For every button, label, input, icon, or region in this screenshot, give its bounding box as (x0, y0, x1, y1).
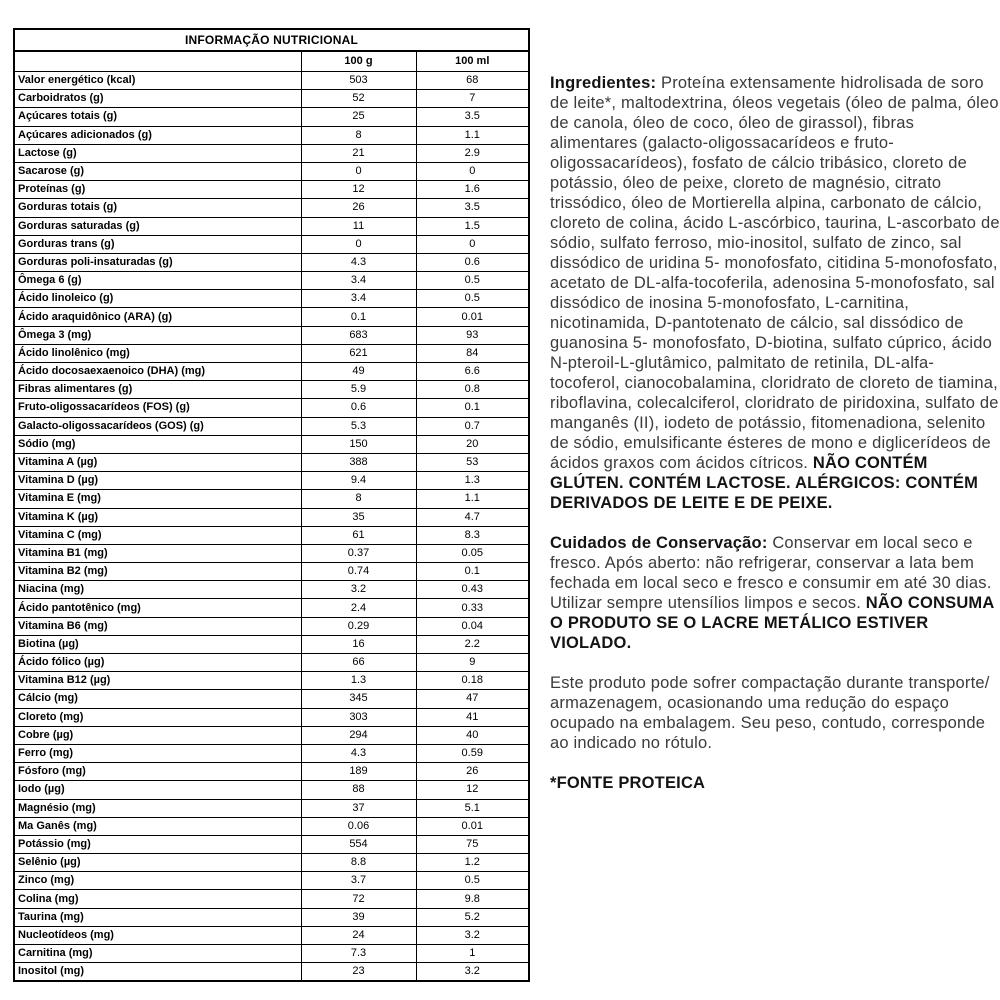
bold-text-segment: Cuidados de Conservação: (550, 534, 773, 552)
value-100g: 345 (301, 690, 416, 708)
bold-text-segment: *FONTE PROTEICA (550, 774, 706, 792)
value-100ml: 20 (416, 435, 529, 453)
value-100g: 388 (301, 453, 416, 471)
value-100ml: 1.1 (416, 126, 529, 144)
nutrition-table-container (13, 28, 528, 982)
table-row (14, 417, 529, 435)
value-100g: 3.7 (301, 872, 416, 890)
table-row (14, 963, 529, 981)
value-100ml: 0.8 (416, 381, 529, 399)
table-row (14, 890, 529, 908)
table-row (14, 181, 529, 199)
value-100ml: 0.01 (416, 817, 529, 835)
nutrient-label: Sacarose (g) (14, 162, 301, 180)
value-100g: 2.4 (301, 599, 416, 617)
table-header-row (14, 51, 529, 72)
value-100ml: 0 (416, 162, 529, 180)
value-100ml: 0.7 (416, 417, 529, 435)
value-100ml: 3.2 (416, 926, 529, 944)
nutrient-label: Fruto-oligossacarídeos (FOS) (g) (14, 399, 301, 417)
value-100g: 683 (301, 326, 416, 344)
table-row (14, 763, 529, 781)
nutrient-label: Cloreto (mg) (14, 708, 301, 726)
table-row (14, 817, 529, 835)
nutrient-label: Potássio (mg) (14, 835, 301, 853)
nutrient-label: Carnitina (mg) (14, 945, 301, 963)
nutrient-label: Sódio (mg) (14, 435, 301, 453)
text-segment: Este produto pode sofrer compactação durante transporte/ armazenagem, ocasionando uma redução do espaço ocupado na embalagem. Seu peso, contudo, corresponde ao indicado no rótulo. (550, 674, 990, 752)
table-row (14, 544, 529, 562)
value-100g: 0.06 (301, 817, 416, 835)
nutrition-table-body (14, 72, 529, 981)
value-100ml: 0.33 (416, 599, 529, 617)
value-100g: 303 (301, 708, 416, 726)
value-100ml: 53 (416, 453, 529, 471)
value-100g: 12 (301, 181, 416, 199)
value-100g: 8 (301, 126, 416, 144)
nutrient-label: Vitamina B12 (µg) (14, 672, 301, 690)
value-100ml: 0.1 (416, 399, 529, 417)
nutrient-label: Vitamina E (mg) (14, 490, 301, 508)
table-row (14, 654, 529, 672)
nutrient-label: Valor energético (kcal) (14, 72, 301, 90)
nutrient-label: Iodo (µg) (14, 781, 301, 799)
value-100g: 1.3 (301, 672, 416, 690)
value-100g: 11 (301, 217, 416, 235)
nutrient-label: Vitamina K (µg) (14, 508, 301, 526)
value-100g: 294 (301, 726, 416, 744)
nutrient-label: Ácido araquidônico (ARA) (g) (14, 308, 301, 326)
value-100ml: 1.3 (416, 472, 529, 490)
table-row (14, 472, 529, 490)
value-100ml: 0.04 (416, 617, 529, 635)
value-100g: 25 (301, 108, 416, 126)
table-row (14, 290, 529, 308)
header-empty-cell (14, 51, 301, 72)
value-100g: 0.29 (301, 617, 416, 635)
value-100ml: 3.2 (416, 963, 529, 981)
paragraph-conservation (550, 533, 1000, 653)
nutrient-label: Taurina (mg) (14, 908, 301, 926)
value-100g: 5.3 (301, 417, 416, 435)
value-100ml: 5.1 (416, 799, 529, 817)
nutrient-label: Fibras alimentares (g) (14, 381, 301, 399)
bold-text-segment: NÃO CONTÉM GLÚTEN. CONTÉM LACTOSE. ALÉRGICOS: CONTÉM DERIVADOS DE LEITE E DE PEIXE. (550, 454, 979, 512)
table-row (14, 272, 529, 290)
table-row (14, 381, 529, 399)
table-title: INFORMAÇÃO NUTRICIONAL (14, 29, 529, 51)
table-row (14, 235, 529, 253)
table-row (14, 563, 529, 581)
table-row (14, 581, 529, 599)
value-100ml: 7 (416, 90, 529, 108)
table-row (14, 781, 529, 799)
value-100g: 16 (301, 635, 416, 653)
value-100g: 21 (301, 144, 416, 162)
value-100g: 26 (301, 199, 416, 217)
value-100ml: 12 (416, 781, 529, 799)
nutrient-label: Cálcio (mg) (14, 690, 301, 708)
value-100ml: 47 (416, 690, 529, 708)
table-row (14, 690, 529, 708)
value-100g: 72 (301, 890, 416, 908)
nutrient-label: Selênio (µg) (14, 854, 301, 872)
value-100g: 3.2 (301, 581, 416, 599)
table-row (14, 126, 529, 144)
table-row (14, 453, 529, 471)
value-100ml: 4.7 (416, 508, 529, 526)
value-100ml: 9.8 (416, 890, 529, 908)
table-row (14, 90, 529, 108)
table-row (14, 490, 529, 508)
value-100g: 49 (301, 363, 416, 381)
nutrient-label: Vitamina C (mg) (14, 526, 301, 544)
value-100g: 4.3 (301, 253, 416, 271)
value-100g: 7.3 (301, 945, 416, 963)
nutrition-table (13, 28, 530, 982)
nutrient-label: Gorduras totais (g) (14, 199, 301, 217)
text-segment: Conservar em local seco e fresco. Após aberto: não refrigerar, conservar a lata bem fechada em local seco e fresco e consumir em até 30 dias. Utilizar sempre utensílios limpos e secos. (550, 534, 992, 612)
nutrient-label: Açúcares adicionados (g) (14, 126, 301, 144)
value-100g: 23 (301, 963, 416, 981)
nutrient-label: Vitamina A (µg) (14, 453, 301, 471)
value-100g: 0 (301, 235, 416, 253)
nutrient-label: Fósforo (mg) (14, 763, 301, 781)
value-100g: 0.74 (301, 563, 416, 581)
table-row (14, 144, 529, 162)
value-100ml: 0.05 (416, 544, 529, 562)
table-row (14, 799, 529, 817)
nutrient-label: Magnésio (mg) (14, 799, 301, 817)
nutrient-label: Zinco (mg) (14, 872, 301, 890)
table-row (14, 526, 529, 544)
nutrient-label: Vitamina B1 (mg) (14, 544, 301, 562)
paragraph-ingredients (550, 73, 1000, 513)
nutrient-label: Ácido linolênico (mg) (14, 344, 301, 362)
nutrient-label: Vitamina D (µg) (14, 472, 301, 490)
nutrient-label: Inositol (mg) (14, 963, 301, 981)
value-100g: 0.37 (301, 544, 416, 562)
nutrient-label: Ferro (mg) (14, 744, 301, 762)
table-row (14, 108, 529, 126)
table-row (14, 672, 529, 690)
table-row (14, 344, 529, 362)
value-100ml: 9 (416, 654, 529, 672)
text-segment: Proteína extensamente hidrolisada de soro de leite*, maltodextrina, óleos vegetais (óleo de palma, óleo de canola, óleo de coco, óleo de girassol), fibras alimentares (galacto-oligossacarídeos e fruto-oligossacarídeos), fosfato de cálcio tribásico, cloreto de potássio, óleo de peixe, cloreto de magnésio, citrato trissódico, óleo de Mortierella alpina, carbonato de cálcio, cloreto de colina, ácido L-ascórbico, taurina, L-ascorbato de sódio, sulfato ferroso, mio-inositol, sulfato de zinco, sal dissódico de uridina 5- monofosfato, citidina 5-monofosfato, acetato de DL-alfa-tocoferila, adenosina 5-monofosfato, sal dissódico de inosina 5-monofosfato, L-carnitina, nicotinamida, D-pantotenato de cálcio, sal dissódico de guanosina 5- monofosfato, D-biotina, sulfato cúprico, ácido N-pteroil-L-glutâmico, palmitato de retinila, DL-alfa-tocoferol, cianocobalamina, cloridrato de cloreto de tiamina, riboflavina, colecalciferol, cloridrato de piridoxina, sulfato de manganês (II), iodeto de potássio, fitomenadiona, selenito de sódio, emulsificante ésteres de mono e diglicerídeos de ácidos graxos com ácidos cítricos. (550, 74, 1000, 472)
value-100g: 66 (301, 654, 416, 672)
value-100g: 0.6 (301, 399, 416, 417)
table-row (14, 617, 529, 635)
value-100ml: 0.5 (416, 290, 529, 308)
column-header-100g: 100 g (301, 51, 416, 72)
nutrient-label: Ma Ganês (mg) (14, 817, 301, 835)
value-100ml: 84 (416, 344, 529, 362)
nutrient-label: Cobre (µg) (14, 726, 301, 744)
nutrient-label: Ácido docosaexaenoico (DHA) (mg) (14, 363, 301, 381)
value-100ml: 3.5 (416, 108, 529, 126)
value-100ml: 1.5 (416, 217, 529, 235)
table-row (14, 708, 529, 726)
nutrient-label: Nucleotídeos (mg) (14, 926, 301, 944)
value-100ml: 26 (416, 763, 529, 781)
value-100g: 3.4 (301, 290, 416, 308)
value-100ml: 68 (416, 72, 529, 90)
value-100ml: 0.1 (416, 563, 529, 581)
table-row (14, 926, 529, 944)
nutrient-label: Niacina (mg) (14, 581, 301, 599)
table-row (14, 435, 529, 453)
value-100ml: 5.2 (416, 908, 529, 926)
table-row (14, 945, 529, 963)
nutrient-label: Colina (mg) (14, 890, 301, 908)
value-100g: 24 (301, 926, 416, 944)
value-100ml: 8.3 (416, 526, 529, 544)
value-100ml: 0.18 (416, 672, 529, 690)
value-100g: 150 (301, 435, 416, 453)
bold-text-segment: NÃO CONSUMA O PRODUTO SE O LACRE METÁLICO ESTIVER VIOLADO. (550, 594, 994, 652)
value-100g: 0 (301, 162, 416, 180)
nutrient-label: Carboidratos (g) (14, 90, 301, 108)
value-100ml: 0.5 (416, 272, 529, 290)
value-100g: 61 (301, 526, 416, 544)
value-100g: 37 (301, 799, 416, 817)
table-row (14, 599, 529, 617)
value-100g: 35 (301, 508, 416, 526)
value-100g: 5.9 (301, 381, 416, 399)
table-row (14, 726, 529, 744)
value-100ml: 0 (416, 235, 529, 253)
value-100ml: 93 (416, 326, 529, 344)
table-row (14, 744, 529, 762)
value-100ml: 75 (416, 835, 529, 853)
nutrient-label: Ômega 6 (g) (14, 272, 301, 290)
nutrient-label: Ácido fólico (µg) (14, 654, 301, 672)
value-100g: 39 (301, 908, 416, 926)
table-row (14, 872, 529, 890)
paragraph-protein-source-footnote (550, 773, 1000, 793)
info-text (550, 73, 1000, 813)
nutrient-label: Açúcares totais (g) (14, 108, 301, 126)
column-header-100ml: 100 ml (416, 51, 529, 72)
value-100ml: 0.01 (416, 308, 529, 326)
value-100g: 52 (301, 90, 416, 108)
value-100g: 621 (301, 344, 416, 362)
nutrient-label: Vitamina B6 (mg) (14, 617, 301, 635)
value-100ml: 0.6 (416, 253, 529, 271)
value-100g: 4.3 (301, 744, 416, 762)
value-100g: 8.8 (301, 854, 416, 872)
nutrient-label: Gorduras trans (g) (14, 235, 301, 253)
value-100ml: 6.6 (416, 363, 529, 381)
table-row (14, 217, 529, 235)
value-100ml: 0.5 (416, 872, 529, 890)
value-100ml: 1 (416, 945, 529, 963)
table-row (14, 72, 529, 90)
value-100ml: 2.9 (416, 144, 529, 162)
value-100g: 189 (301, 763, 416, 781)
table-row (14, 508, 529, 526)
value-100g: 554 (301, 835, 416, 853)
value-100ml: 3.5 (416, 199, 529, 217)
value-100ml: 0.59 (416, 744, 529, 762)
table-title-row (14, 29, 529, 51)
nutrient-label: Gorduras poli-insaturadas (g) (14, 253, 301, 271)
nutrient-label: Vitamina B2 (mg) (14, 563, 301, 581)
table-row (14, 835, 529, 853)
value-100ml: 0.43 (416, 581, 529, 599)
nutrient-label: Proteínas (g) (14, 181, 301, 199)
table-row (14, 363, 529, 381)
table-row (14, 399, 529, 417)
table-row (14, 199, 529, 217)
paragraph-compaction-note (550, 673, 1000, 753)
value-100ml: 41 (416, 708, 529, 726)
value-100ml: 1.2 (416, 854, 529, 872)
table-row (14, 253, 529, 271)
nutrient-label: Biotina (µg) (14, 635, 301, 653)
bold-text-segment: Ingredientes: (550, 74, 661, 92)
table-row (14, 326, 529, 344)
value-100g: 3.4 (301, 272, 416, 290)
nutrient-label: Lactose (g) (14, 144, 301, 162)
value-100g: 8 (301, 490, 416, 508)
value-100g: 0.1 (301, 308, 416, 326)
nutrient-label: Ácido pantotênico (mg) (14, 599, 301, 617)
nutrient-label: Ácido linoleico (g) (14, 290, 301, 308)
value-100g: 88 (301, 781, 416, 799)
table-row (14, 854, 529, 872)
value-100g: 503 (301, 72, 416, 90)
nutrient-label: Gorduras saturadas (g) (14, 217, 301, 235)
table-row (14, 308, 529, 326)
table-row (14, 162, 529, 180)
nutrient-label: Ômega 3 (mg) (14, 326, 301, 344)
value-100ml: 1.1 (416, 490, 529, 508)
nutrient-label: Galacto-oligossacarídeos (GOS) (g) (14, 417, 301, 435)
table-row (14, 635, 529, 653)
table-row (14, 908, 529, 926)
value-100ml: 1.6 (416, 181, 529, 199)
value-100g: 9.4 (301, 472, 416, 490)
value-100ml: 40 (416, 726, 529, 744)
value-100ml: 2.2 (416, 635, 529, 653)
